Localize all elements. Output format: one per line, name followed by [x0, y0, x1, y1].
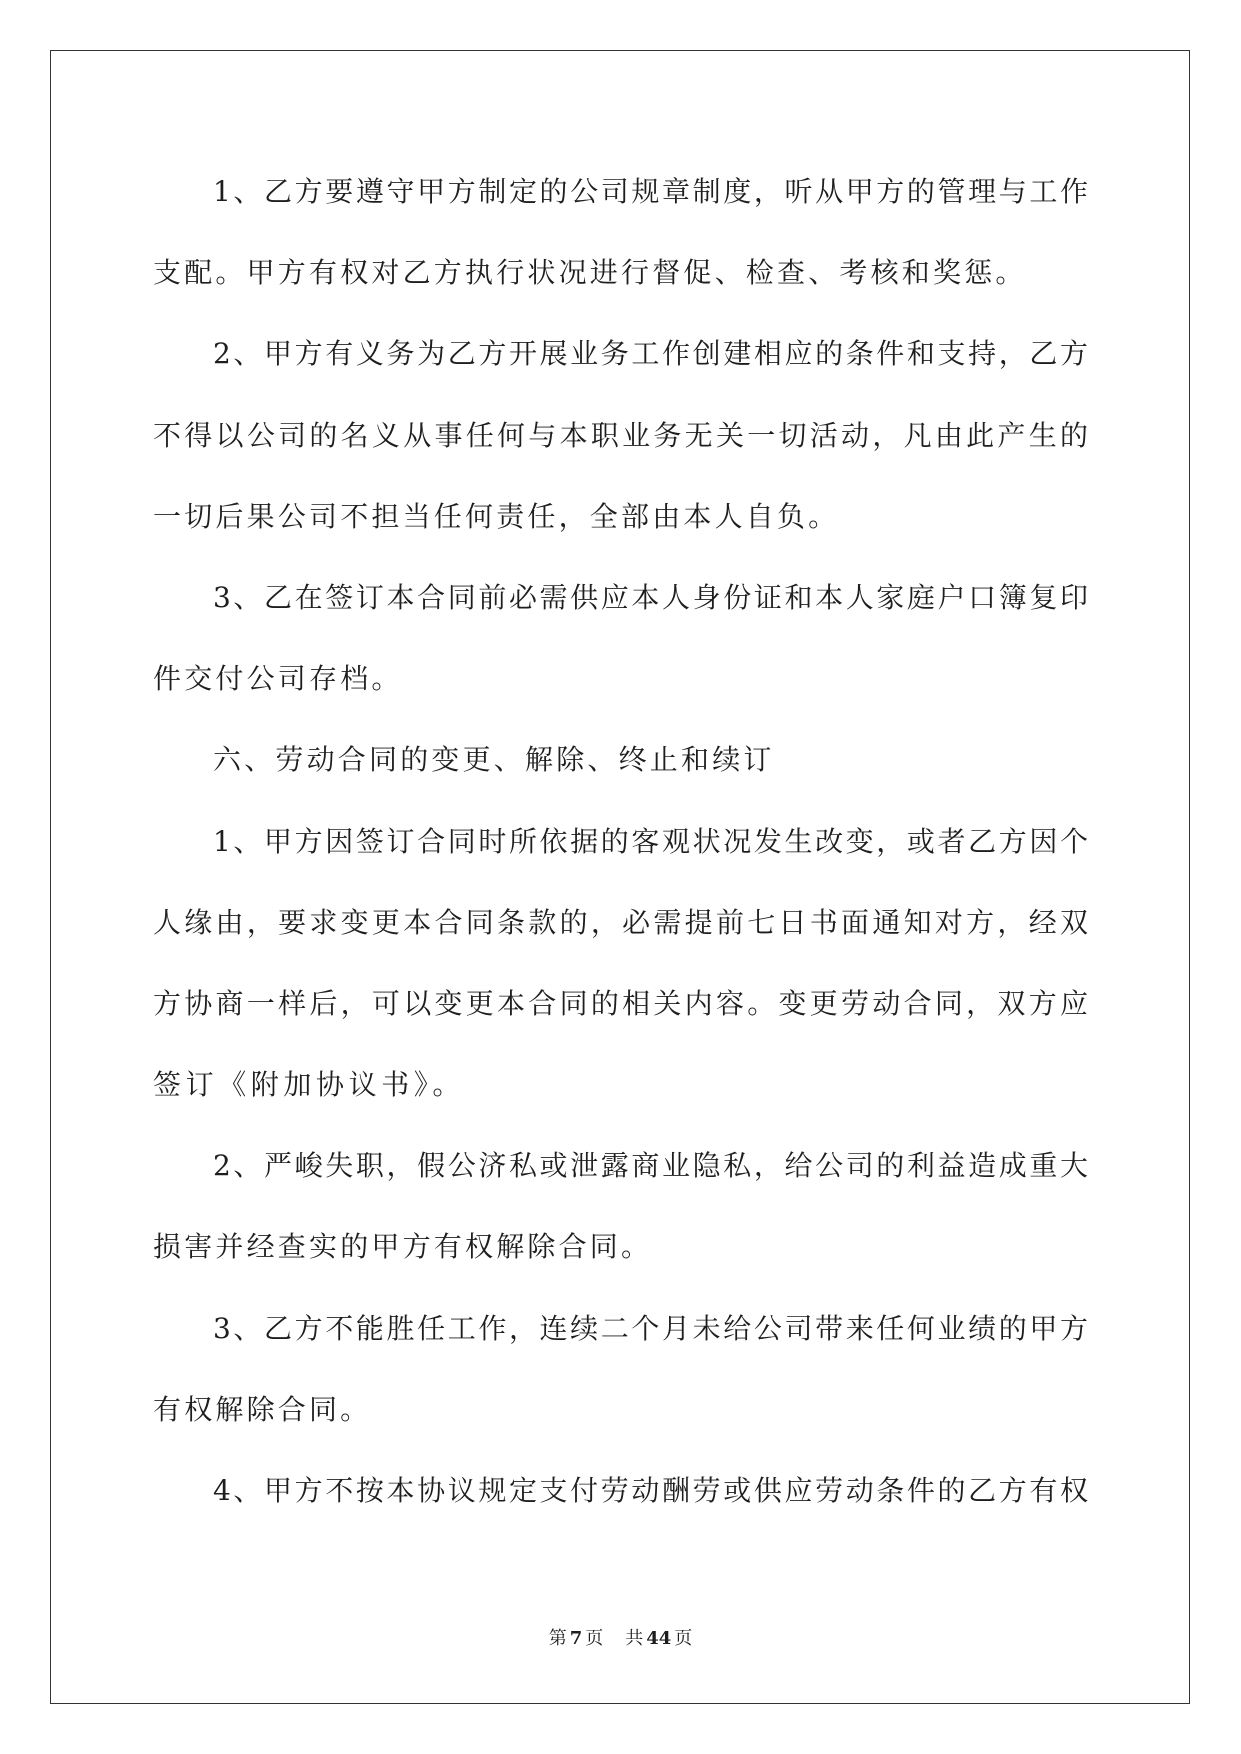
page-number-prefix: 第: [548, 1628, 567, 1649]
paragraph: [153, 313, 1092, 557]
text-line: [153, 1044, 1088, 1125]
text-line: [153, 232, 1088, 313]
text-line: [153, 395, 1092, 476]
text-line-content: 签订《附加协议书》。: [153, 1068, 465, 1102]
text-line-content: 方协商一样后，可以变更本合同的相关内容。变更劳动合同，双方应: [153, 986, 1092, 1020]
page-number: 7: [569, 1628, 583, 1649]
total-pages-suffix: 页: [674, 1628, 693, 1649]
paragraph: [153, 1450, 1091, 1531]
text-line-content: 损害并经查实的甲方有权解除合同。: [153, 1230, 653, 1264]
total-pages: 44: [646, 1628, 672, 1649]
text-line: [153, 1369, 1088, 1450]
page-number-suffix: 页: [585, 1628, 604, 1649]
paragraph: [153, 557, 1091, 719]
text-line: [153, 1288, 1091, 1369]
text-line-content: 件交付公司存档。: [153, 662, 403, 696]
text-line: [153, 1206, 1088, 1287]
text-line-content: 人缘由，要求变更本合同条款的，必需提前七日书面通知对方，经双: [153, 905, 1092, 939]
page-footer: [0, 1626, 1241, 1652]
text-line-content: 一切后果公司不担当任何责任，全部由本人自负。: [153, 499, 840, 533]
document-body: [153, 151, 1092, 1531]
paragraph: [153, 801, 1092, 1126]
text-line-content: 2、甲方有义务为乙方开展业务工作创建相应的条件和支持，乙方: [213, 337, 1091, 371]
heading-line: [153, 719, 1088, 800]
text-line-content: 支配。甲方有权对乙方执行状况进行督促、检查、考核和奖惩。: [153, 256, 1027, 290]
text-line: [153, 963, 1092, 1044]
text-line-content: 1、甲方因签订合同时所依据的客观状况发生改变，或者乙方因个: [213, 824, 1091, 858]
text-line: [153, 557, 1091, 638]
text-line-content: 4、甲方不按本协议规定支付劳动酬劳或供应劳动条件的乙方有权: [213, 1474, 1091, 1507]
text-line: [153, 882, 1092, 963]
text-line-content: 有权解除合同。: [153, 1392, 372, 1426]
total-pages-prefix: 共: [625, 1628, 644, 1649]
paragraph: [153, 1288, 1091, 1450]
text-line-content: 不得以公司的名义从事任何与本职业务无关一切活动，凡由此产生的: [153, 418, 1092, 452]
text-line: [153, 1450, 1091, 1531]
section-heading: [153, 719, 1088, 800]
paragraph: [153, 1125, 1091, 1287]
text-line: [153, 1125, 1091, 1206]
heading-text: 六、劳动合同的变更、解除、终止和续订: [213, 743, 775, 777]
text-line: [153, 801, 1091, 882]
text-line: [153, 476, 1088, 557]
text-line: [153, 151, 1091, 232]
text-line-content: 3、乙方不能胜任工作，连续二个月未给公司带来任何业绩的甲方: [213, 1311, 1091, 1345]
text-line-content: 3、乙在签订本合同前必需供应本人身份证和本人家庭户口簿复印: [213, 580, 1091, 614]
text-line-content: 2、严峻失职，假公济私或泄露商业隐私，给公司的利益造成重大: [213, 1149, 1091, 1183]
text-line: [153, 638, 1088, 719]
paragraph: [153, 151, 1091, 313]
text-line-content: 1、乙方要遵守甲方制定的公司规章制度，听从甲方的管理与工作: [213, 175, 1091, 208]
text-line: [153, 313, 1091, 394]
